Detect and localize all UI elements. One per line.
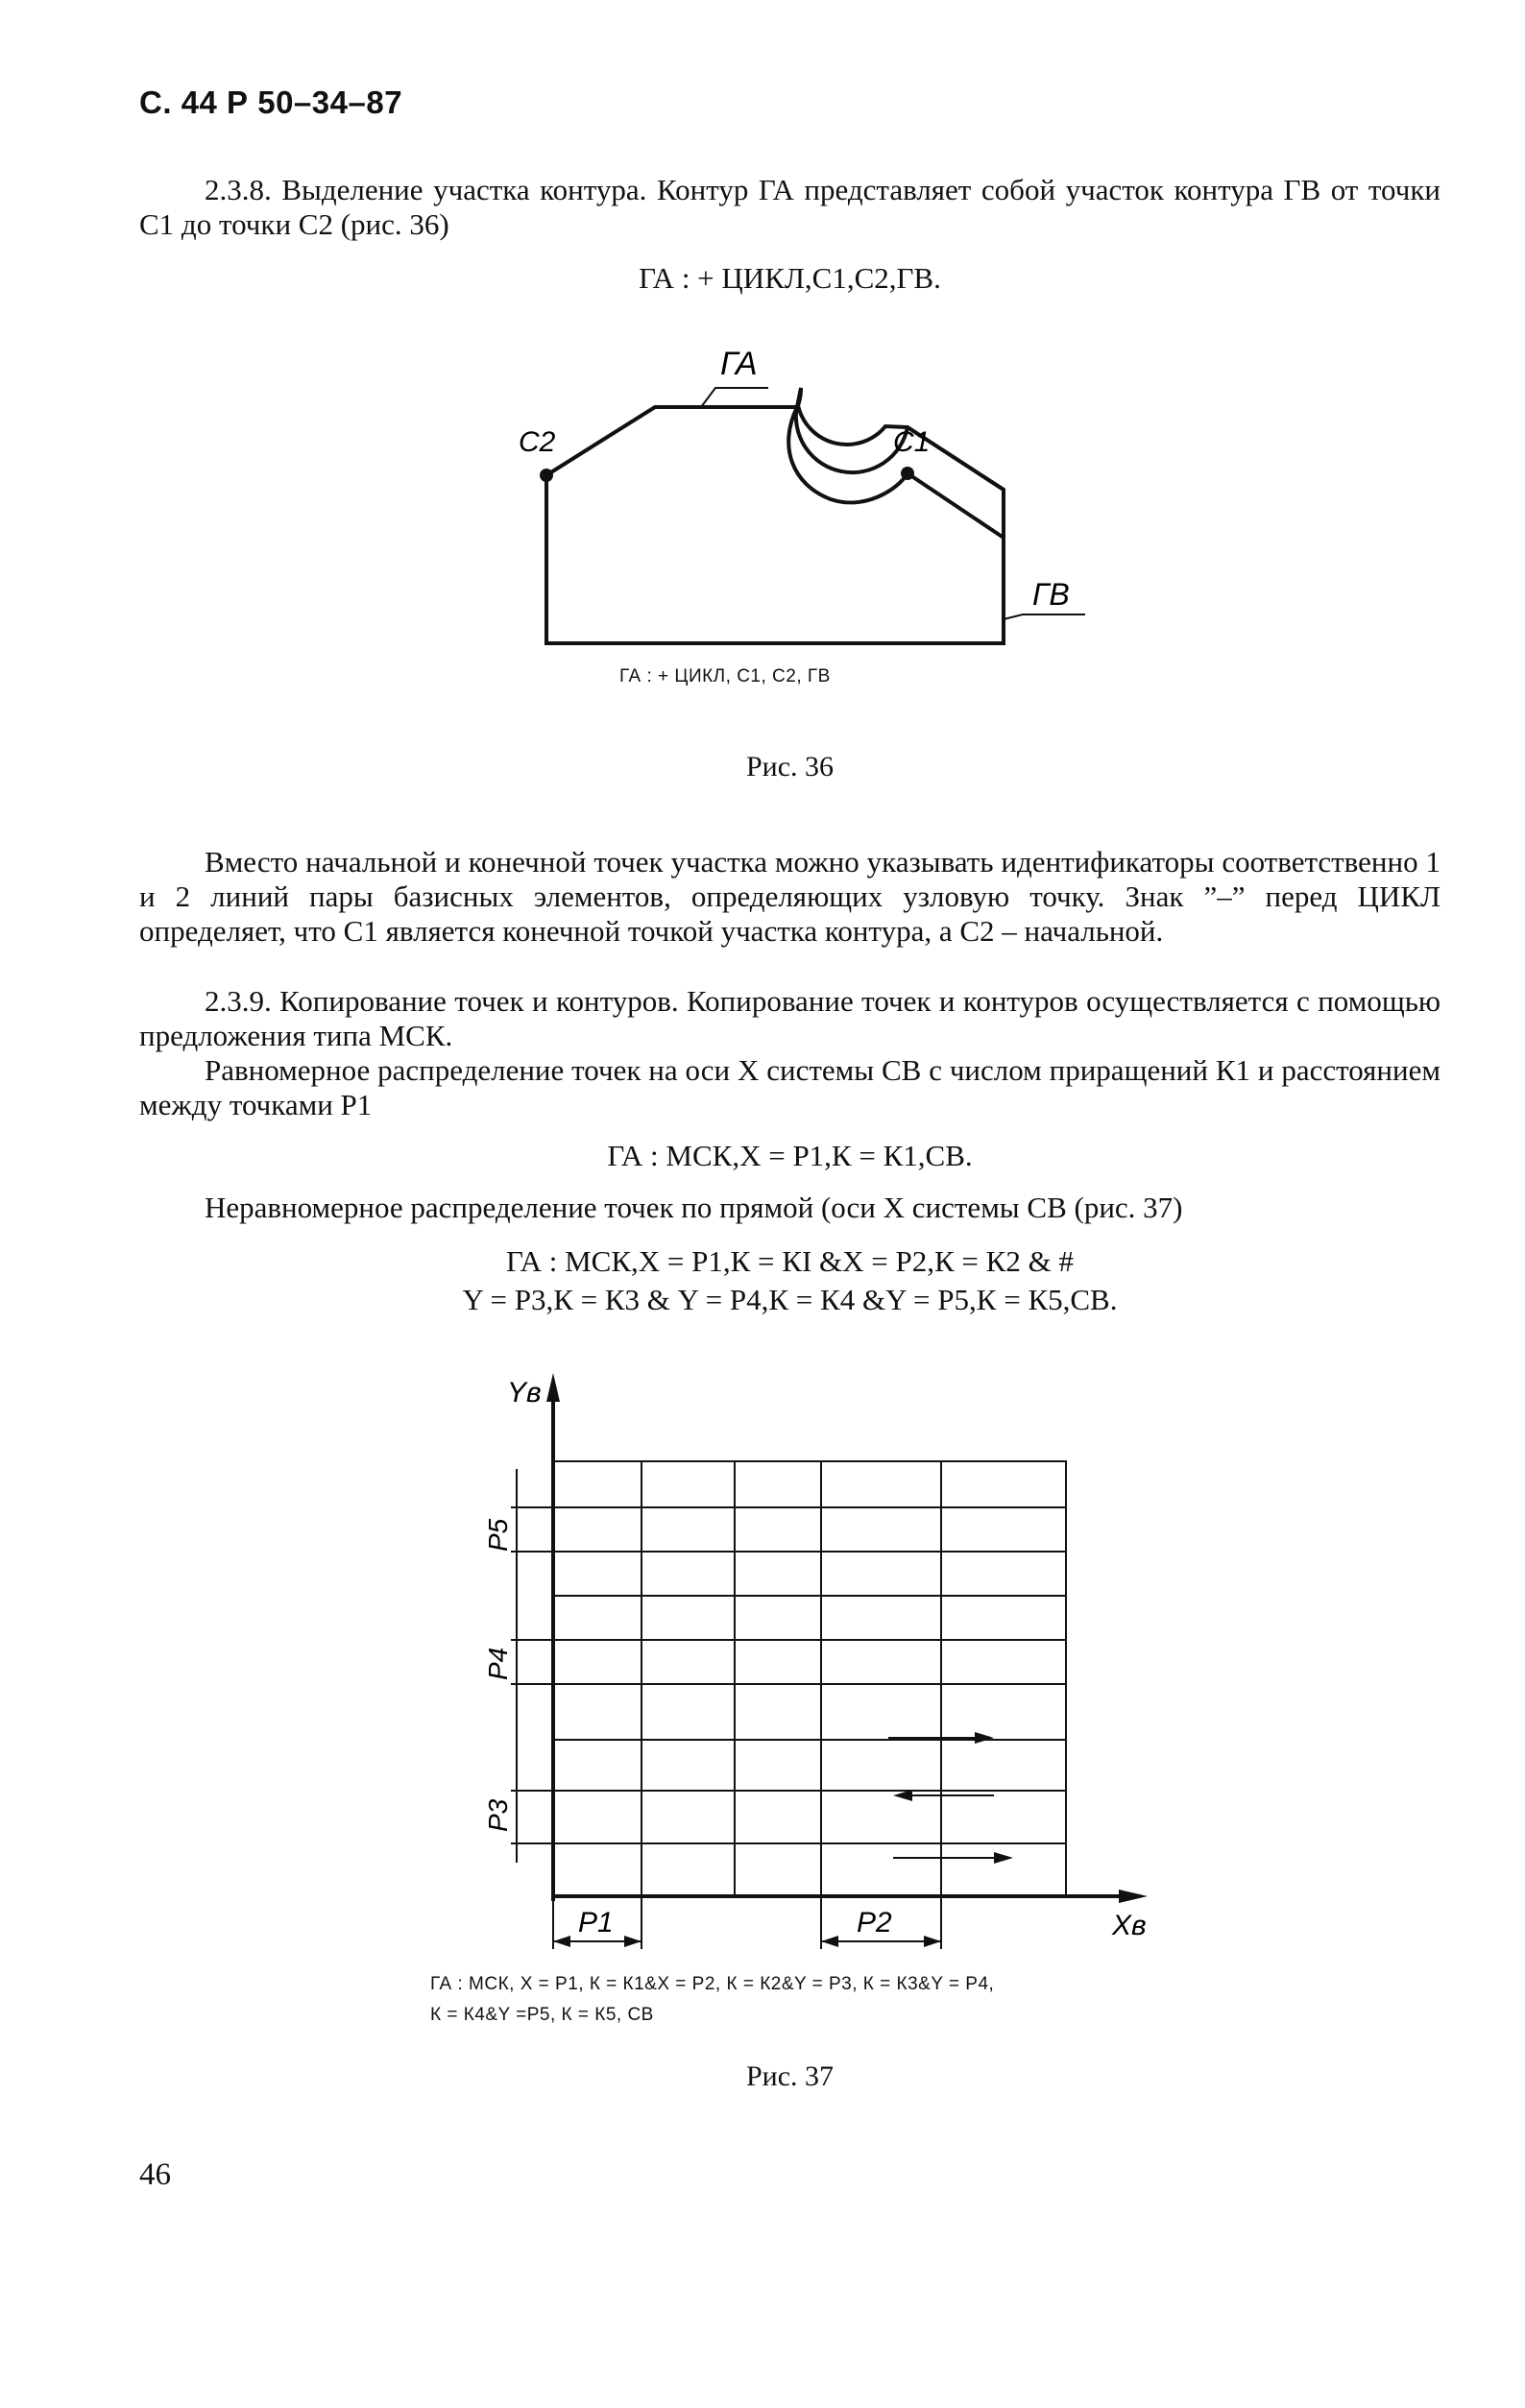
label-gv: ГВ — [1032, 577, 1070, 612]
x-axis-arrow — [1119, 1890, 1148, 1903]
label-p2: Р2 — [857, 1907, 892, 1938]
p2-arrow-right — [924, 1936, 941, 1947]
formula-msk-uniform: ГА : МСК,Х = Р1,К = К1,СВ. — [607, 1139, 973, 1172]
figure-37-caption-line2: К = К4&Y =Р5, К = К5, СВ — [430, 2005, 654, 2025]
label-c1: С1 — [893, 426, 931, 458]
label-ga: ГА — [720, 346, 758, 382]
page-number: 46 — [139, 2157, 171, 2192]
label-p4: Р4 — [483, 1647, 513, 1680]
label-xb: Xв — [1112, 1910, 1147, 1941]
section-2-3-8-paragraph: 2.3.8. Выделение участка контура. Контур ГА представляет собой участок контура ГВ от точки С1 до точки С2 (рис. 36) — [139, 173, 1440, 241]
figure-36-title: Рис. 36 — [745, 751, 835, 783]
p1-arrow-right — [624, 1936, 641, 1947]
label-p3: Р3 — [483, 1798, 513, 1832]
contour-gv — [546, 388, 1004, 643]
nonuniform-distribution-paragraph: Неравномерное распределение точек по прямой (оси X системы СВ (рис. 37) — [205, 1191, 1183, 1224]
formula-msk-nonuniform-line1: ГА : МСК,Х = Р1,К = КI &Х = Р2,К = К2 & # — [506, 1244, 1074, 1278]
figure-36-caption: ГА : + ЦИКЛ, С1, С2, ГВ — [619, 666, 831, 686]
point-c2 — [540, 469, 553, 482]
body-paragraph-identifiers: Вместо начальной и конечной точек участка можно указывать идентификаторы соответственно 1 и 2 линий пары базисных элементов, определяющих узловую точку. Знак ”–” перед ЦИКЛ определяет, что С1 является конечной точкой участка контура, а С2 – начальной. — [139, 845, 1440, 948]
label-p5: Р5 — [483, 1518, 513, 1552]
y-dimension-marks — [511, 1469, 553, 1863]
label-yb: Yв — [507, 1377, 542, 1409]
leader-ga — [701, 388, 768, 407]
uniform-distribution-paragraph: Равномерное распределение точек на оси X системы СВ с числом приращений К1 и расстоянием между точками Р1 — [139, 1053, 1440, 1121]
contour-right — [908, 473, 1004, 538]
figure-37-caption-line1: ГА : МСК, X = Р1, К = К1&X = Р2, К = К2&Y = Р3, К = К3&Y = Р4, — [430, 1974, 995, 1994]
figure-37-grid-diagram — [442, 1363, 1172, 1968]
contour-outline — [546, 405, 1004, 643]
section-2-3-9-paragraph: 2.3.9. Копирование точек и контуров. Копирование точек и контуров осуществляется с помощью предложения типа МСК. — [139, 984, 1440, 1052]
formula-ga-cycle: ГА : + ЦИКЛ,С1,С2,ГВ. — [639, 261, 941, 295]
arrow-1-head — [975, 1732, 994, 1744]
point-c1 — [901, 467, 914, 480]
page-header: С. 44 Р 50–34–87 — [139, 84, 403, 120]
grid-lines — [553, 1461, 1066, 1896]
figure-36-contour-diagram — [480, 326, 1133, 710]
leader-gv — [1004, 614, 1085, 619]
contour-ga — [546, 407, 797, 475]
label-c2: С2 — [519, 426, 556, 458]
y-axis-arrow — [546, 1373, 560, 1402]
figure-37-title: Рис. 37 — [745, 2060, 835, 2092]
arrow-3-head — [994, 1852, 1013, 1864]
p1-arrow-left — [553, 1936, 570, 1947]
formula-msk-nonuniform-line2: Y = Р3,К = К3 & Y = Р4,К = К4 &Y = Р5,К = К5,СВ. — [462, 1283, 1118, 1316]
label-p1: Р1 — [578, 1907, 614, 1938]
p2-arrow-left — [821, 1936, 838, 1947]
